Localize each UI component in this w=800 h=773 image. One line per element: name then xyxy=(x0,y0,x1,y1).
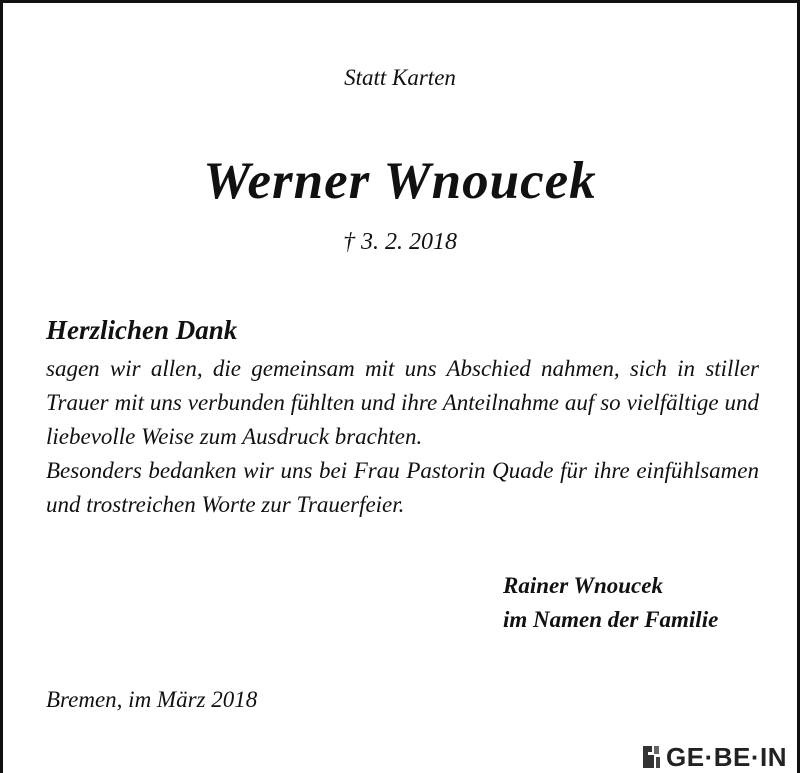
gebein-logo-icon xyxy=(640,744,662,770)
thanks-paragraph-1: sagen wir allen, die gemeinsam mit uns Abschied nahmen, sich in stiller Trauer mit uns verbunden fühlten und ihre Anteilnahme auf so vielfältige und liebevolle Weise zum Ausdruck brachten. xyxy=(46,356,759,449)
deceased-name: Werner Wnoucek xyxy=(203,152,597,210)
death-date: † 3. 2. 2018 xyxy=(343,229,457,255)
thanks-heading: Herzlichen Dank xyxy=(46,315,238,345)
signature xyxy=(503,569,718,637)
logo-text: GE·BE·IN xyxy=(666,741,787,772)
signature-name: Rainer Wnoucek xyxy=(503,573,663,598)
preheading: Statt Karten xyxy=(344,65,456,90)
publisher-logo xyxy=(636,741,791,773)
thanks-paragraph-2: Besonders bedanken wir uns bei Frau Pastorin Quade für ihre einfühlsamen und trostreichen Worte zur Trauerfeier. xyxy=(46,458,759,517)
place-date: Bremen, im März 2018 xyxy=(46,687,258,712)
signature-note: im Namen der Familie xyxy=(503,607,719,632)
